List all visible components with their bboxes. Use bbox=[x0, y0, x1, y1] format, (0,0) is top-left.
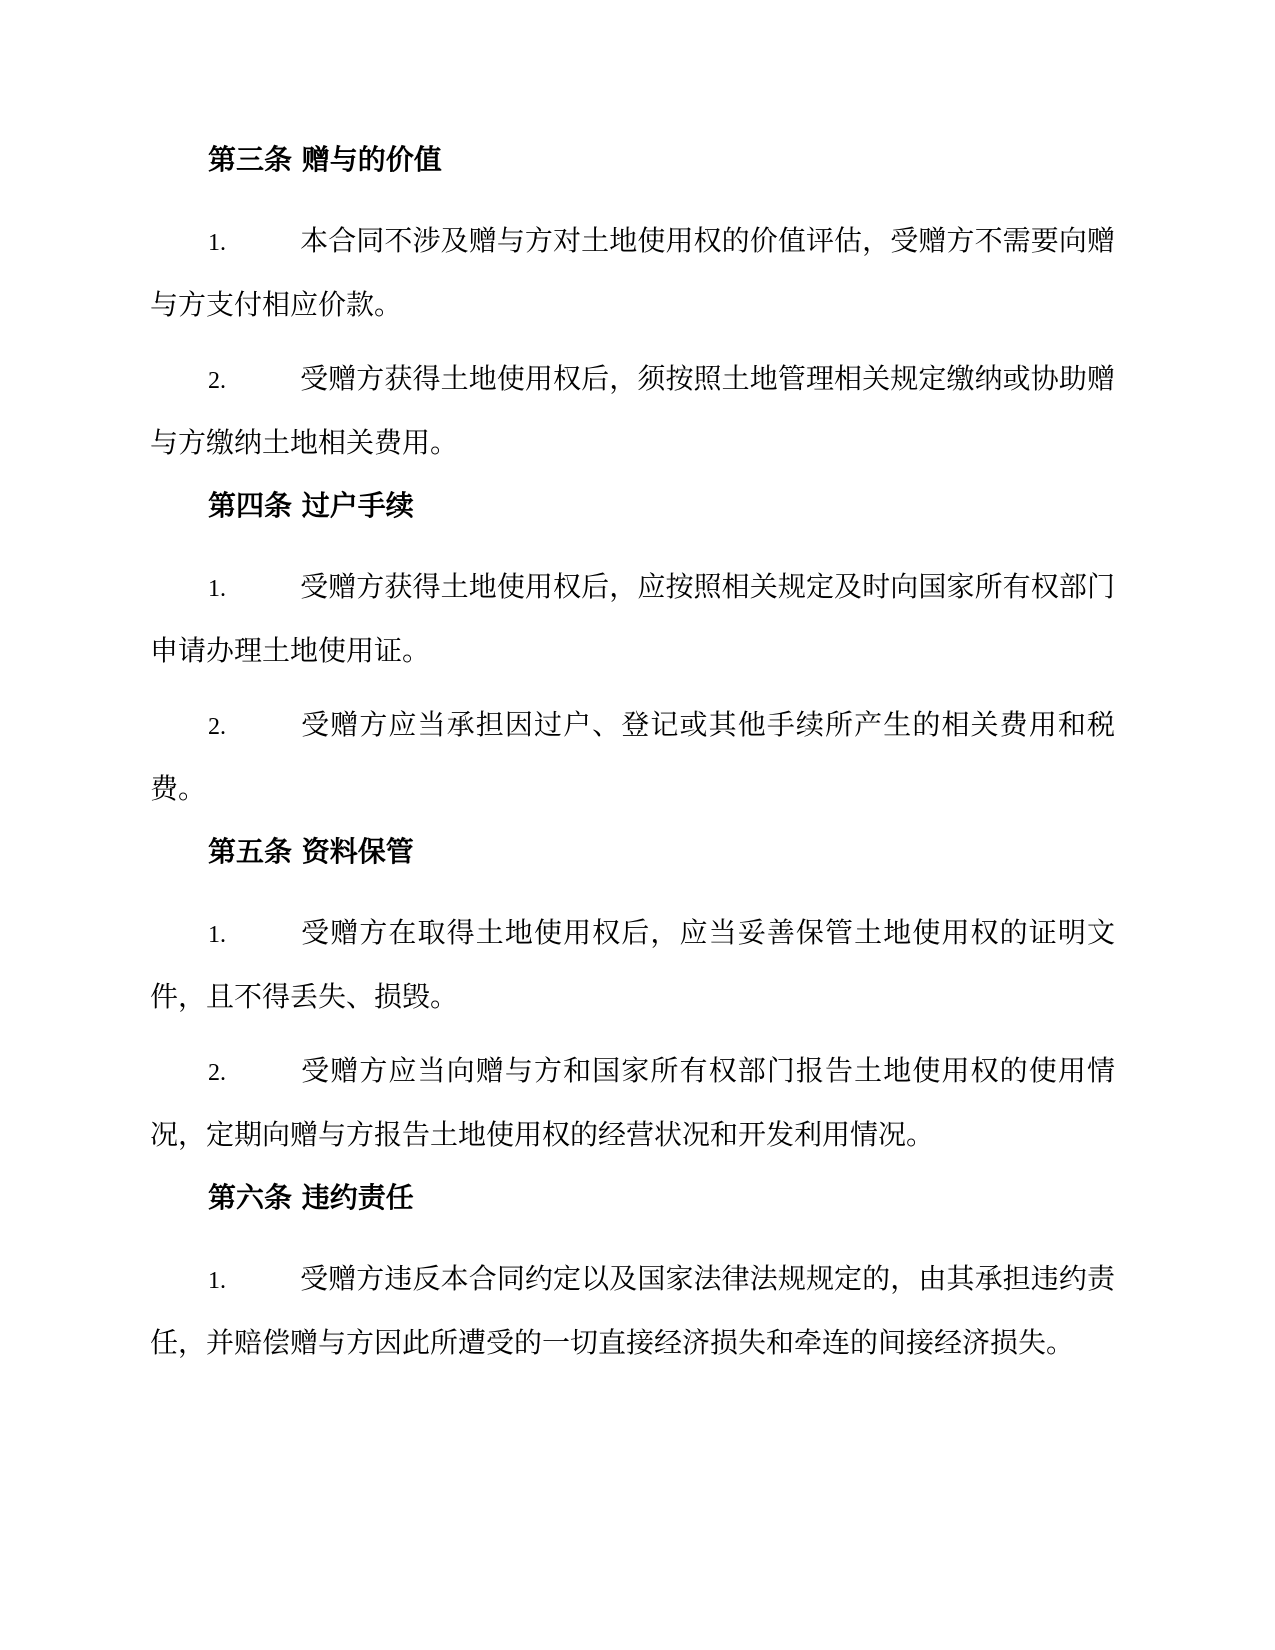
clause-text: 受赠方违反本合同约定以及国家法律法规规定的，由其承担违约责任，并赔偿赠与方因此所遭受的一切直接经济损失和牵连的间接经济损失。 bbox=[150, 1262, 1115, 1359]
section-heading: 第六条 违约责任 bbox=[208, 1181, 414, 1214]
clause-text: 受赠方应当承担因过户、登记或其他手续所产生的相关费用和税费。 bbox=[150, 708, 1115, 805]
clause-text: 受赠方应当向赠与方和国家所有权部门报告土地使用权的使用情况，定期向赠与方报告土地使用权的经营状况和开发利用情况。 bbox=[150, 1054, 1115, 1151]
clause-number: 1. bbox=[208, 576, 226, 602]
clause-item bbox=[150, 1248, 1115, 1373]
clause-item bbox=[150, 556, 1115, 681]
clause-item bbox=[150, 694, 1115, 819]
clause-text: 受赠方获得土地使用权后，应按照相关规定及时向国家所有权部门申请办理土地使用证。 bbox=[150, 570, 1115, 667]
clause-item bbox=[150, 902, 1115, 1027]
clause-number: 2. bbox=[208, 714, 226, 740]
clause-number: 2. bbox=[208, 1060, 226, 1086]
clause-number: 2. bbox=[208, 368, 226, 394]
section-heading: 第四条 过户手续 bbox=[208, 489, 414, 522]
section-heading: 第五条 资料保管 bbox=[208, 835, 414, 868]
clause-item bbox=[150, 348, 1115, 473]
document-body bbox=[150, 140, 1115, 1386]
clause-number: 1. bbox=[208, 922, 226, 948]
clause-item bbox=[150, 1040, 1115, 1165]
clause-text: 受赠方获得土地使用权后，须按照土地管理相关规定缴纳或协助赠与方缴纳土地相关费用。 bbox=[150, 362, 1115, 459]
section-heading: 第三条 赠与的价值 bbox=[208, 143, 442, 176]
clause-text: 受赠方在取得土地使用权后，应当妥善保管土地使用权的证明文件，且不得丢失、损毁。 bbox=[150, 916, 1115, 1013]
clause-number: 1. bbox=[208, 1268, 226, 1294]
clause-item bbox=[150, 210, 1115, 335]
clause-text: 本合同不涉及赠与方对土地使用权的价值评估，受赠方不需要向赠与方支付相应价款。 bbox=[150, 224, 1115, 321]
clause-number: 1. bbox=[208, 230, 226, 256]
